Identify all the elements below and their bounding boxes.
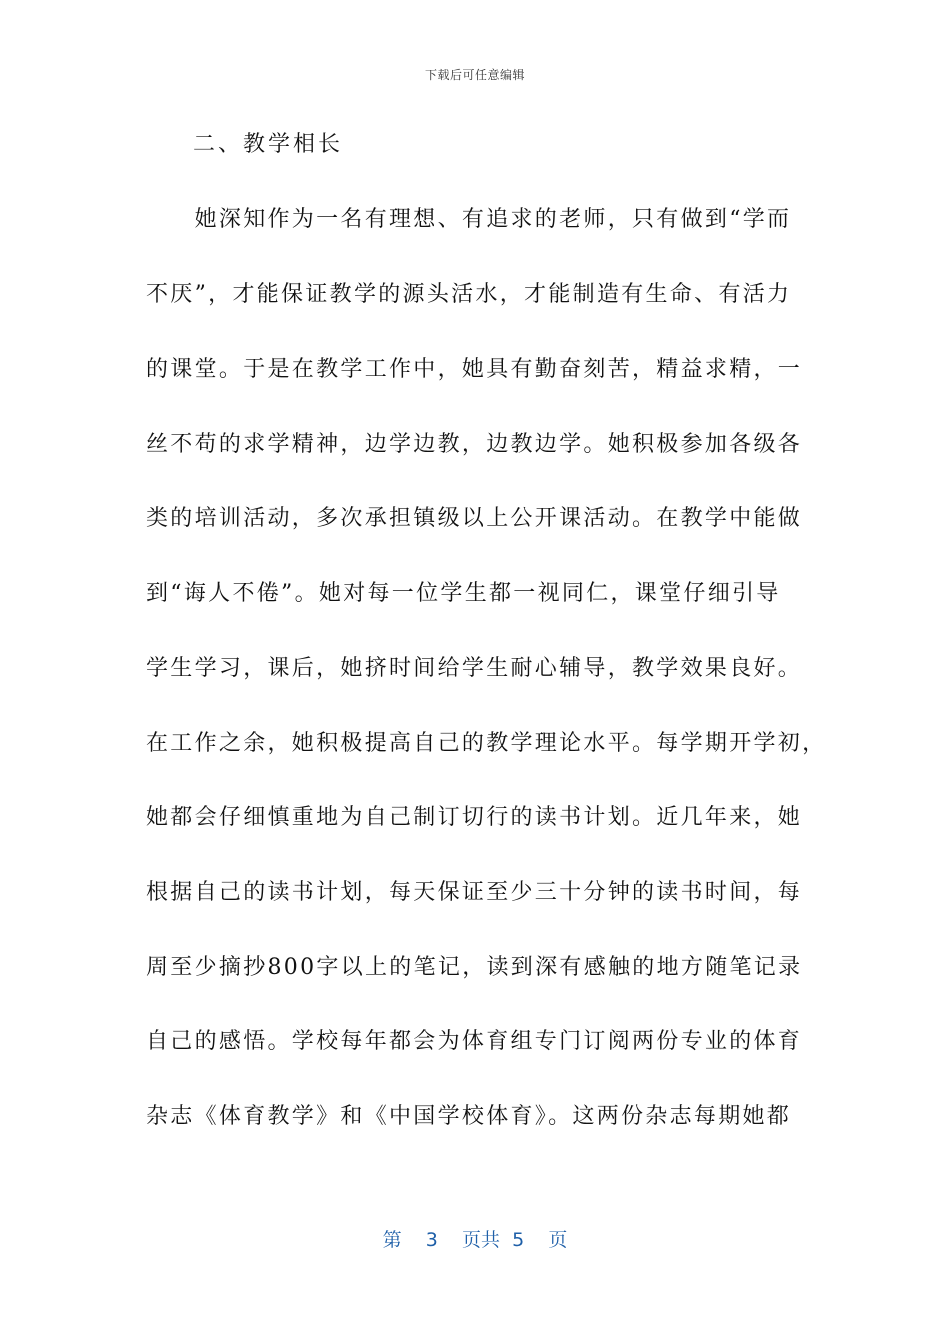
paragraph-line: 根据自己的读书计划，每天保证至少三十分钟的读书时间，每 xyxy=(146,880,803,905)
footer-page-suffix: 页 xyxy=(548,1229,568,1251)
footer-page-prefix: 第 xyxy=(382,1229,402,1251)
paragraph-line: 的课堂。于是在教学工作中，她具有勤奋刻苦，精益求精，一 xyxy=(146,357,803,382)
header-note: 下载后可任意编辑 xyxy=(424,68,525,82)
paragraph-line: 杂志《体育教学》和《中国学校体育》。这两份杂志每期她都 xyxy=(146,1104,792,1129)
paragraph-line: 到“诲人不倦”。她对每一位学生都一视同仁，课堂仔细引导 xyxy=(146,581,781,606)
paragraph-line: 学生学习，课后，她挤时间给学生耐心辅导，教学效果良好。 xyxy=(146,656,803,681)
footer-page-total: 5 xyxy=(512,1229,525,1251)
paragraph-line: 自己的感悟。学校每年都会为体育组专门订阅两份专业的体育 xyxy=(146,1029,803,1054)
paragraph-line: 在工作之余，她积极提高自己的教学理论水平。每学期开学初， xyxy=(146,731,826,756)
paragraph-line: 她深知作为一名有理想、有追求的老师，只有做到“学而 xyxy=(146,207,792,232)
paragraph-line: 丝不苟的求学精神，边学边教，边教边学。她积极参加各级各 xyxy=(146,432,803,457)
paragraph-line: 她都会仔细慎重地为自己制订切行的读书计划。近几年来，她 xyxy=(146,805,803,830)
paragraph-line: 不厌”，才能保证教学的源头活水，才能制造有生命、有活力 xyxy=(146,282,792,307)
paragraph-line: 类的培训活动，多次承担镇级以上公开课活动。在教学中能做 xyxy=(146,506,803,531)
section-heading: 二、教学相长 xyxy=(193,132,344,157)
page-footer xyxy=(0,1225,950,1252)
paragraph-line: 周至少摘抄800字以上的笔记，读到深有感触的地方随笔记录 xyxy=(146,955,803,980)
footer-page-middle: 页共 xyxy=(462,1229,501,1251)
footer-page-current: 3 xyxy=(425,1229,438,1251)
